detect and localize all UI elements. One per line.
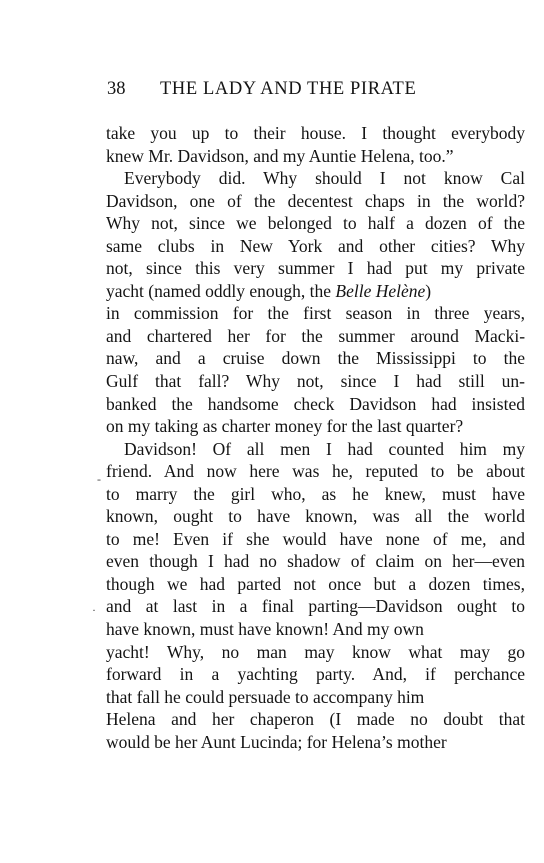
text-line: even though I had no shadow of claim on her—even [106,551,525,572]
text-line: take you up to their house. I thought everybody [106,123,525,143]
text-line: Helena and her chaperon (I made no doubt that [106,709,525,730]
running-title: THE LADY AND THE PIRATE [160,79,417,99]
yacht-name: Belle Helène [335,280,426,301]
text-line: Davidson! Of all men I had counted him my [124,438,525,459]
page-number: 38 [107,79,126,99]
text-line: banked the handsome check Davidson had insisted [106,393,525,414]
text-line: though we had parted not once but a dozen times, [106,573,525,594]
text-line: Davidson, one of the decentest chaps in the world? [106,190,525,211]
body-text [106,122,525,753]
text-line: to marry the girl who, as he knew, must have [106,483,525,504]
text-line: same clubs in New York and other cities? Why [106,235,525,256]
text-line: yacht (named oddly enough, the Belle Helène) [106,280,432,301]
text-line: and chartered her for the summer around Macki- [106,325,525,346]
text-line: friend. And now here was he, reputed to be about [106,461,525,482]
text-line: that fall he could persuade to accompany him [106,686,425,707]
text-line: yacht! Why, no man may know what may go [106,641,525,662]
text-line: on my taking as charter money for the last quarter? [106,416,464,437]
text-line: known, ought to have known, was all the world [106,506,525,527]
text-line: Why not, since we belonged to half a dozen of the [106,213,525,234]
margin-speck: · [92,603,96,617]
text-line: to me! Even if she would have none of me, and [106,528,525,549]
text-line: naw, and a cruise down the Mississippi to the [106,348,525,369]
text-line: and at last in a final parting—Davidson ought to [106,596,525,617]
text-line: Everybody did. Why should I not know Cal [124,168,525,189]
text-line: knew Mr. Davidson, and my Auntie Helena, too.” [106,145,454,166]
text-line: Gulf that fall? Why not, since I had still un- [106,371,525,392]
running-head [107,77,467,101]
text-line: forward in a yachting party. And, if perchance [106,664,525,685]
margin-speck: - [97,472,101,486]
text-line: have known, must have known! And my own [106,619,424,640]
text-line: in commission for the first season in three years, [106,303,525,324]
text-line: would be her Aunt Lucinda; for Helena’s mother [106,731,447,752]
text-line: not, since this very summer I had put my private [106,258,525,279]
